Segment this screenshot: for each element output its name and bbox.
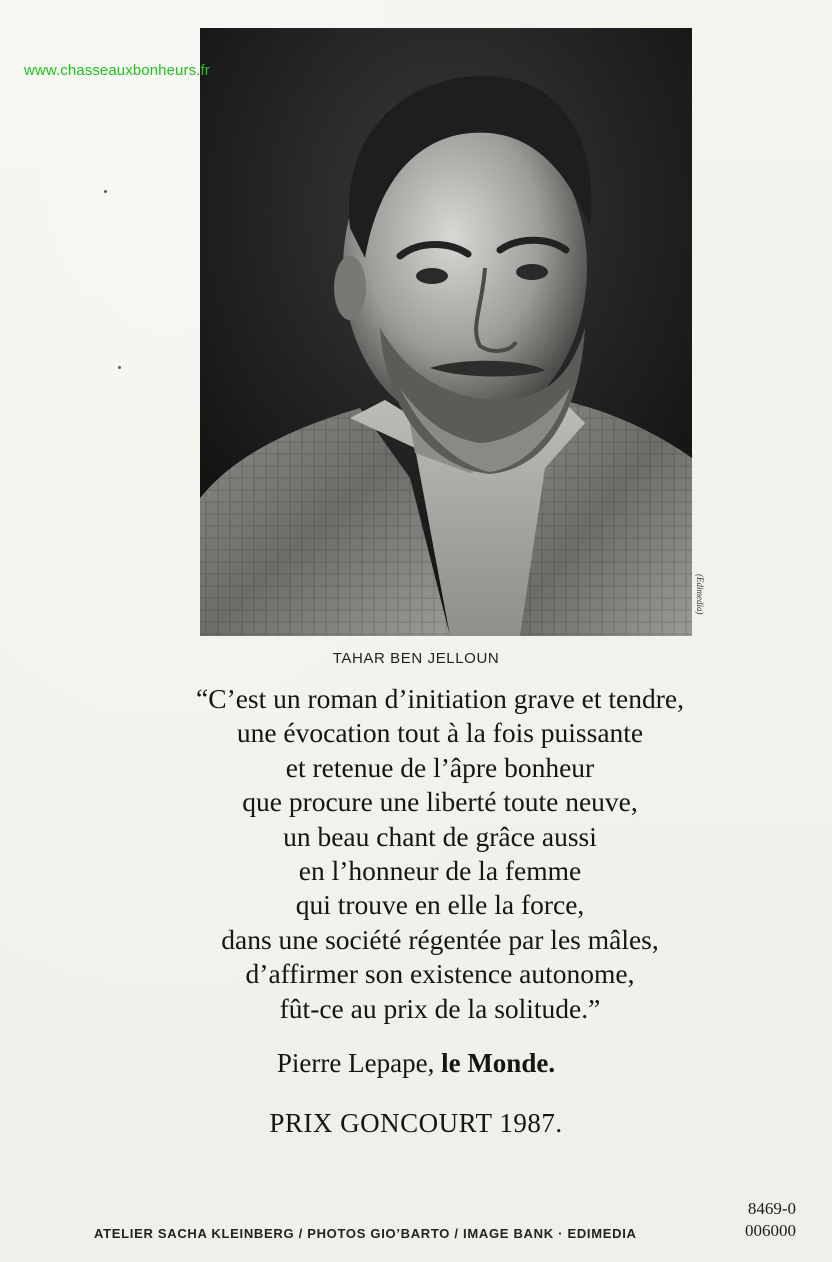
paper-speck (118, 366, 121, 369)
reviewer-name: Pierre Lepape, (276, 1048, 435, 1078)
quote-line: que procure une liberté toute neuve, (242, 786, 638, 818)
cover-credits: ATELIER SACHA KLEINBERG / PHOTOS GIO’BARTO / IMAGE BANK · EDIMEDIA (94, 1226, 637, 1241)
author-portrait-image (200, 28, 692, 636)
quote-line: dans une société régentée par les mâles, (221, 923, 659, 955)
watermark-url: www.chasseauxbonheurs.fr (24, 62, 210, 79)
catalog-code-2: 006000 (745, 1221, 796, 1240)
quote-line: et retenue de l’âpre bonheur (285, 751, 595, 783)
quote-line: “C’est un roman d’initiation grave et tendre, (196, 683, 684, 714)
catalog-codes (745, 1198, 796, 1242)
catalog-code-1: 8469-0 (747, 1199, 796, 1218)
photo-credit: (Edimedia) (695, 574, 705, 615)
paper-speck (104, 190, 107, 193)
author-name: TAHAR BEN JELLOUN (332, 650, 500, 667)
review-quote (60, 682, 820, 1026)
quote-line: fût-ce au prix de la solitude.” (279, 992, 601, 1024)
quote-line: d’affirmer son existence autonome, (245, 958, 635, 990)
quote-line: en l’honneur de la femme (298, 855, 582, 887)
quote-attribution (0, 1048, 832, 1079)
quote-line: qui trouve en elle la force, (295, 889, 585, 921)
quote-line: un beau chant de grâce aussi (283, 820, 597, 852)
prize-line: PRIX GONCOURT 1987. (269, 1108, 563, 1138)
publication-name: le Monde. (441, 1048, 556, 1078)
quote-line: une évocation tout à la fois puissante (236, 717, 644, 749)
